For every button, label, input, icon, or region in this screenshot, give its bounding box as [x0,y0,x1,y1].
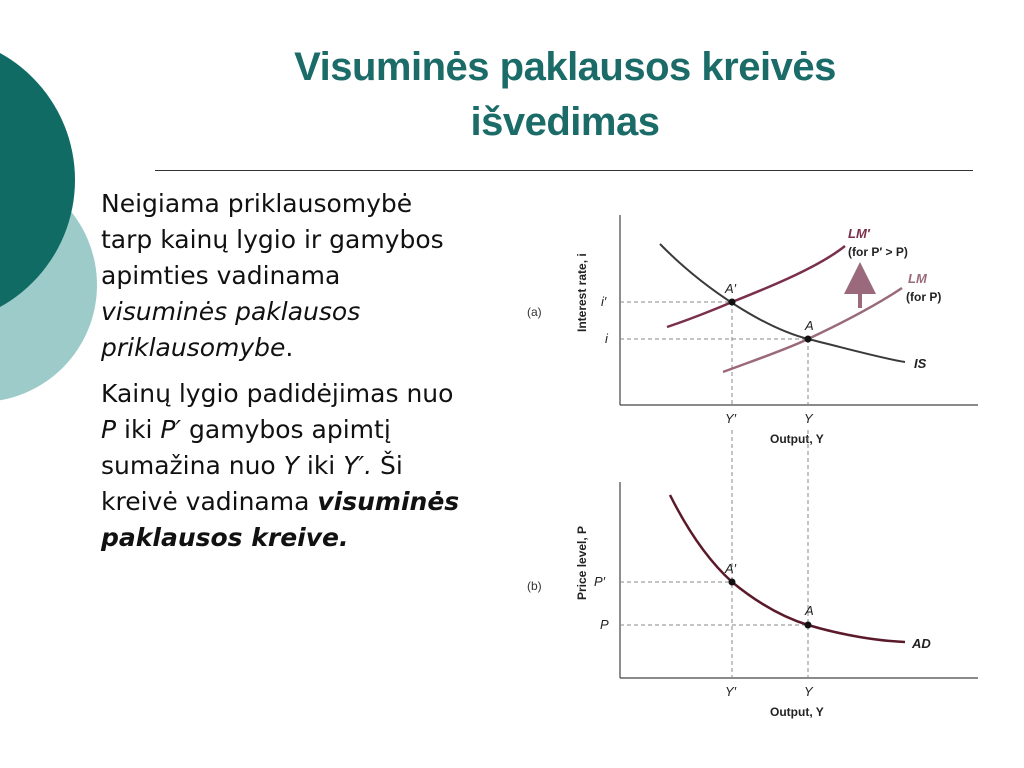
p2-text-4: iki [298,451,344,480]
paragraph-1 [101,186,461,366]
panel-a-xlabel: Output, Y [770,432,824,446]
point-a-a [805,336,812,343]
title-line-1: Visuminės paklausos kreivės [294,45,836,89]
p2-text-1: Kainų lygio padidėjimas nuo [101,379,454,408]
label-a-b: A [805,603,814,618]
tick-y-a: Y [804,411,813,426]
lm-label: LM [908,271,927,286]
point-a-prime-b [729,579,736,586]
panel-a [527,215,978,446]
tick-i-prime: i′ [601,294,607,309]
slide-title [155,40,975,150]
panel-b-ylabel: Price level, P [575,525,589,600]
point-a-b [805,622,812,629]
ad-curve [670,495,905,642]
label-a-prime-a: A′ [725,281,737,296]
lm-prime-curve [667,246,845,327]
tick-p-prime: P′ [594,574,606,589]
ad-label: AD [912,636,931,651]
p2-symbol-y-prime: Y′. [343,451,373,480]
is-label: IS [914,356,927,371]
p2-bold-term: visuminės paklausos kreive. [101,487,460,552]
tick-p: P [600,617,609,632]
is-lm-ad-diagram [500,200,1020,730]
label-a-a: A [805,318,814,333]
lm-note: (for P) [906,290,942,304]
p2-symbol-p: P [101,415,117,444]
p1-text: Neigiama priklausomybė tarp kainų lygio ir gamybos apimties vadinama [101,189,444,290]
paragraph-2 [101,376,461,556]
p2-text-5: Ši kreivė vadinama [101,451,403,516]
panel-b-label: (b) [527,579,542,593]
lm-prime-label: LM′ [848,226,870,241]
p1-italic-term: visuminės paklausos priklausomybe [101,297,361,362]
p2-symbol-p-prime: P′ [160,415,182,444]
tick-y-b: Y [804,684,813,699]
tick-y-prime-a: Y′ [725,411,737,426]
is-curve [660,244,905,362]
p2-symbol-y: Y [283,451,299,480]
tick-y-prime-b: Y′ [725,684,737,699]
p2-text-3: gamybos apimtį sumažina nuo [101,415,391,480]
body-text [101,186,461,566]
panel-b [527,430,978,719]
title-line-2: išvedimas [470,100,660,144]
panel-b-xlabel: Output, Y [770,705,824,719]
title-divider [155,170,973,171]
panel-a-label: (a) [527,305,542,319]
p1-end: . [285,333,294,362]
lm-prime-note: (for P′ > P) [848,245,908,259]
panel-a-ylabel: Interest rate, i [575,253,589,332]
label-a-prime-b: A′ [725,561,737,576]
p2-text-2: iki [116,415,161,444]
tick-i: i [605,331,608,346]
point-a-prime-a [729,299,736,306]
